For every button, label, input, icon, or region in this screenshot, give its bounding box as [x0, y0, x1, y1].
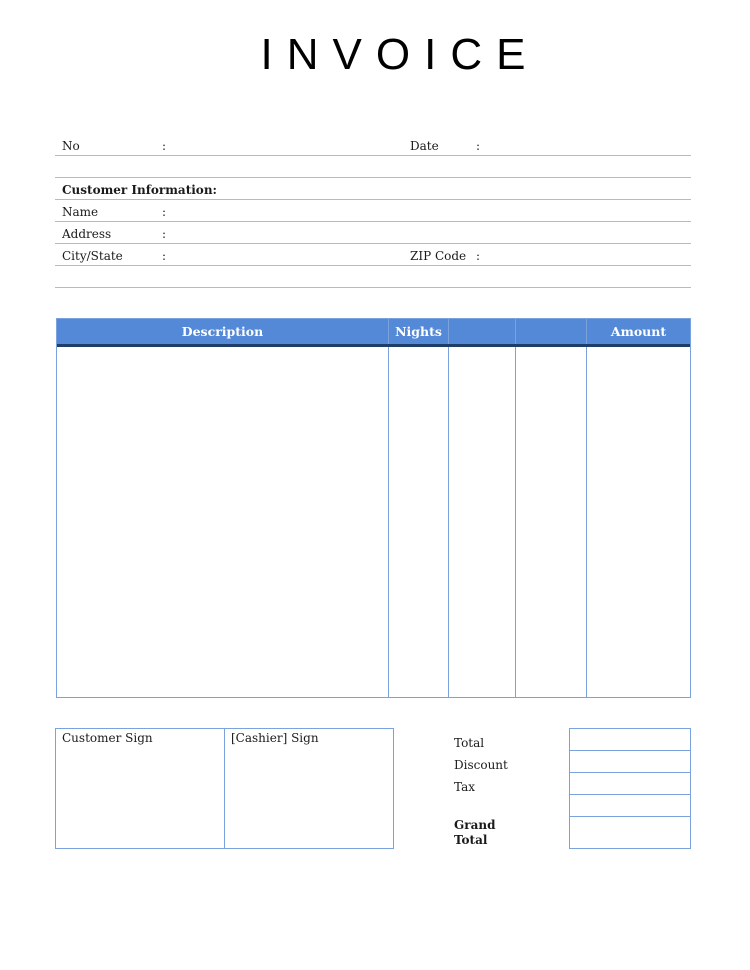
invoice-title: INVOICE — [260, 30, 540, 79]
totals-values-box — [569, 728, 691, 849]
zip-label: ZIP Code — [410, 249, 467, 263]
customer-info-heading: Customer Information: — [62, 183, 217, 197]
tax-label: Tax — [454, 780, 475, 794]
divider — [570, 750, 690, 751]
column-nights: Nights — [389, 319, 449, 344]
nights-cell[interactable] — [389, 347, 449, 697]
grand-total-label-line1: Grand — [454, 818, 496, 832]
blank-cell-1[interactable] — [449, 347, 516, 697]
name-colon: : — [162, 205, 167, 219]
blank-cell-2[interactable] — [516, 347, 587, 697]
items-table-header — [57, 319, 690, 347]
cashier-sign-cell[interactable] — [225, 729, 393, 848]
divider — [570, 794, 690, 795]
column-blank-1 — [449, 319, 516, 344]
address-label: Address — [62, 227, 112, 241]
zip-colon: : — [476, 249, 481, 263]
row-name — [55, 199, 691, 222]
amount-cell[interactable] — [587, 347, 690, 697]
customer-sign-label: Customer Sign — [62, 731, 153, 745]
divider — [570, 816, 690, 817]
blank-row — [55, 265, 691, 288]
customer-sign-cell[interactable] — [56, 729, 225, 848]
signature-box — [55, 728, 394, 849]
address-colon: : — [162, 227, 167, 241]
row-number-date — [55, 133, 691, 156]
customer-heading-row — [55, 177, 691, 200]
name-label: Name — [62, 205, 99, 219]
row-city-zip — [55, 243, 691, 266]
total-label: Total — [454, 736, 485, 750]
discount-label: Discount — [454, 758, 508, 772]
date-colon: : — [476, 139, 481, 153]
items-table — [56, 318, 691, 698]
description-cell[interactable] — [57, 347, 389, 697]
city-label: City/State — [62, 249, 123, 263]
column-description: Description — [57, 319, 389, 344]
column-blank-2 — [516, 319, 587, 344]
cashier-sign-label: [Cashier] Sign — [231, 731, 319, 745]
city-colon: : — [162, 249, 167, 263]
divider — [570, 772, 690, 773]
date-label: Date — [410, 139, 439, 153]
grand-total-label-line2: Total — [454, 833, 488, 847]
column-amount: Amount — [610, 324, 667, 339]
row-address — [55, 221, 691, 244]
no-colon: : — [162, 139, 167, 153]
no-label: No — [62, 139, 80, 153]
blank-row — [55, 155, 691, 178]
